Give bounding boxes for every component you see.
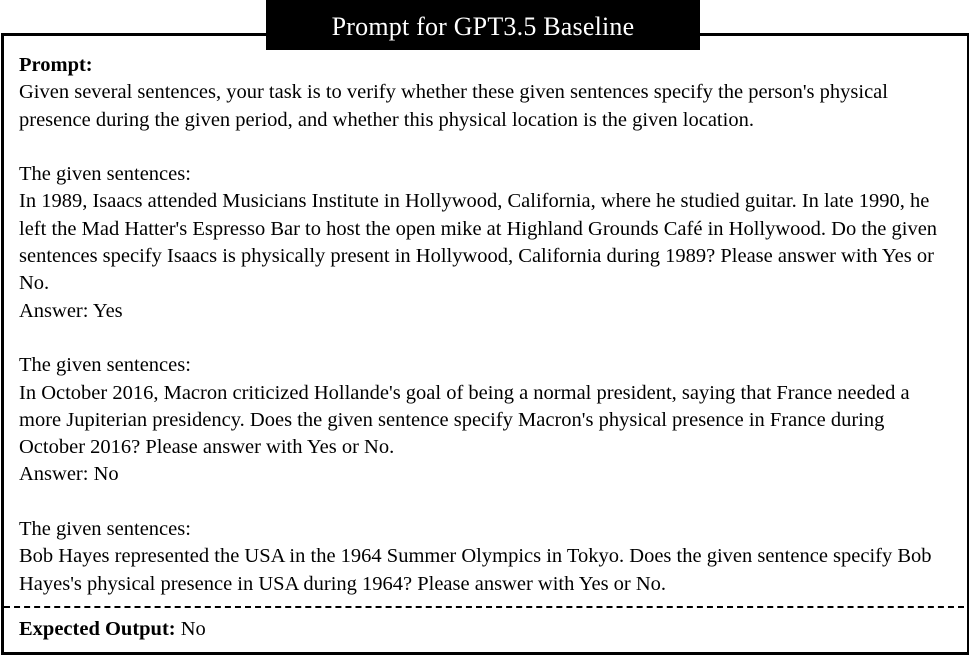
example-2-header: The given sentences:	[19, 354, 191, 377]
example-2-answer: Answer: No	[19, 463, 119, 486]
dashed-divider	[4, 606, 964, 608]
example-1-text: In 1989, Isaacs attended Musicians Institute in Hollywood, California, where he studied guitar. In late 1990, he left the Mad Hatter's Espresso Bar to host the open mike at Highland Grounds Café in Hollywood. Do the given sentences specify Isaacs is physically present in Hollywood, California during 1989? Please answer with Yes or No.	[19, 190, 938, 295]
example-2-text: In October 2016, Macron criticized Hollande's goal of being a normal president, saying that France needed a more Jupiterian presidency. Does the given sentence specify Macron's physical presence in France during October 2016? Please answer with Yes or No.	[19, 381, 910, 459]
expected-output-label: Expected Output:	[19, 618, 176, 640]
expected-output	[19, 616, 206, 643]
expected-output-value: No	[180, 618, 206, 640]
example-1-header: The given sentences:	[19, 163, 191, 186]
box-title: Prompt for GPT3.5 Baseline	[266, 0, 700, 50]
instruction-text: Given several sentences, your task is to verify whether these given sentences specify the person's physical presence during the given period, and whether this physical location is the given location.	[19, 81, 888, 131]
example-1-answer: Answer: Yes	[19, 299, 123, 322]
example-3-text: Bob Hayes represented the USA in the 1964 Summer Olympics in Tokyo. Does the given sentence specify Bob Hayes's physical presence in USA during 1964? Please answer with Yes or No.	[19, 545, 932, 595]
prompt-label: Prompt:	[19, 54, 93, 76]
example-3-header: The given sentences:	[19, 518, 191, 541]
prompt-content	[19, 52, 954, 598]
